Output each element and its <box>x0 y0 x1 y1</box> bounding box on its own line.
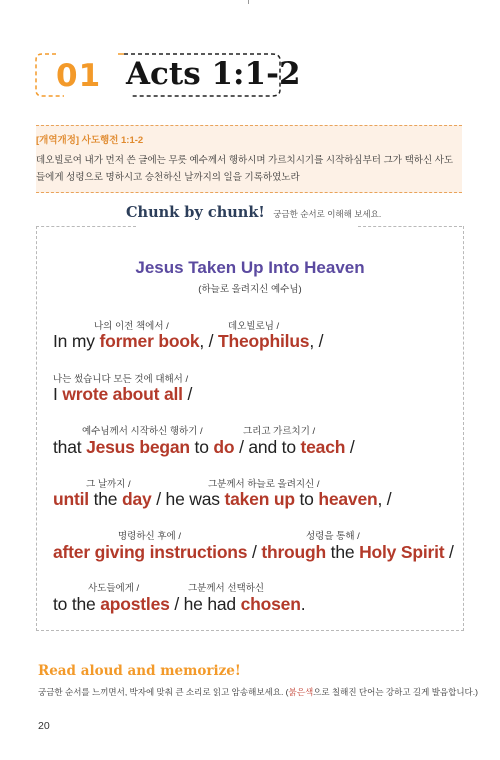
passage-line <box>53 331 323 352</box>
highlight-word: teach <box>300 437 346 457</box>
lesson-number: 01 <box>56 58 102 94</box>
plain-text: / <box>345 437 355 457</box>
plain-text: / he was <box>151 489 225 509</box>
read-aloud-title: Read aloud and memorize! <box>38 663 241 679</box>
highlight-word: former book <box>99 331 200 351</box>
chunk-title: Chunk by chunk! <box>126 204 265 221</box>
passage-heading-sub: (하늘로 올려지신 예수님) <box>198 284 302 295</box>
passage-line <box>53 489 391 510</box>
highlight-word: through <box>261 542 327 562</box>
instruction-text: 궁금한 순서를 느끼면서, 박자에 맞춰 큰 소리로 읽고 암송해보세요. ( <box>38 687 289 697</box>
gloss: 데오빌로님 / <box>228 321 280 332</box>
highlight-word: chosen <box>240 594 301 614</box>
gloss: 그리고 가르치기 / <box>243 426 316 437</box>
plain-text: , / <box>309 331 324 351</box>
plain-text: to <box>294 489 319 509</box>
highlight-word: day <box>122 489 152 509</box>
gloss: 예수님께서 시작하신 행하기 / <box>82 426 203 437</box>
source-reference: [개역개정] 사도행전 1:1-2 <box>36 135 144 146</box>
plain-text: / and to <box>234 437 301 457</box>
highlight-word: wrote about all <box>62 384 183 404</box>
plain-text: , / <box>199 331 219 351</box>
plain-text: to the <box>53 594 101 614</box>
gloss: 사도들에게 / <box>88 583 140 594</box>
chunk-subtitle: 궁금한 순서로 이해해 보세요. <box>273 209 382 219</box>
plain-text: / he had <box>169 594 241 614</box>
passage-line <box>53 437 355 458</box>
highlight-word: Theophilus <box>218 331 310 351</box>
highlight-word: Jesus began <box>86 437 190 457</box>
highlight-word: until <box>53 489 89 509</box>
source-verse-box <box>36 125 462 193</box>
plain-text: / <box>444 542 454 562</box>
lesson-title-block <box>34 50 301 100</box>
highlight-word: apostles <box>100 594 170 614</box>
frame-top-left <box>36 226 136 227</box>
highlight-word: do <box>213 437 235 457</box>
plain-text: . <box>300 594 306 614</box>
passage-line <box>53 594 305 615</box>
highlight-word: Holy Spirit <box>359 542 445 562</box>
chunk-heading <box>126 204 381 222</box>
plain-text: the <box>326 542 360 562</box>
instruction-text: 으로 칠해진 단어는 강하고 길게 발음합니다.) <box>313 687 478 697</box>
plain-text: that <box>53 437 87 457</box>
gloss: 그 날까지 / <box>86 479 131 490</box>
gloss: 명령하신 후에 / <box>118 531 181 542</box>
page-number: 20 <box>38 720 50 732</box>
gloss: 나의 이전 책에서 / <box>94 321 169 332</box>
gloss: 그분께서 선택하신 <box>188 583 265 594</box>
highlight-word: heaven <box>318 489 378 509</box>
plain-text: / <box>247 542 262 562</box>
gloss: 성령을 통해 / <box>306 531 360 542</box>
plain-text: the <box>88 489 122 509</box>
plain-text: , / <box>377 489 392 509</box>
passage-line <box>53 542 454 563</box>
crop-mark <box>248 0 249 4</box>
lesson-title: Acts 1:1-2 <box>126 56 301 92</box>
highlight-word: taken up <box>224 489 295 509</box>
source-text: 데오빌로여 내가 먼저 쓴 글에는 무릇 예수께서 행하시며 가르치시기를 시작하심부터 그가 택하신 사도들에게 성령으로 명하시고 승천하신 날까지의 일을 기록하였노라 <box>36 155 454 183</box>
gloss: 나는 썼습니다 모든 것에 대해서 / <box>53 374 189 385</box>
plain-text: In my <box>53 331 100 351</box>
instruction-red-word: 붉은색 <box>288 687 314 697</box>
frame-top-right <box>358 226 462 227</box>
gloss: 그분께서 하늘로 올려지신 / <box>208 479 320 490</box>
read-aloud-instructions <box>38 686 478 698</box>
passage-heading: Jesus Taken Up Into Heaven <box>135 258 365 277</box>
passage-line <box>53 384 192 405</box>
plain-text: I <box>53 384 63 404</box>
plain-text: / <box>182 384 193 404</box>
highlight-word: after giving instructions <box>53 542 248 562</box>
plain-text: to <box>189 437 214 457</box>
